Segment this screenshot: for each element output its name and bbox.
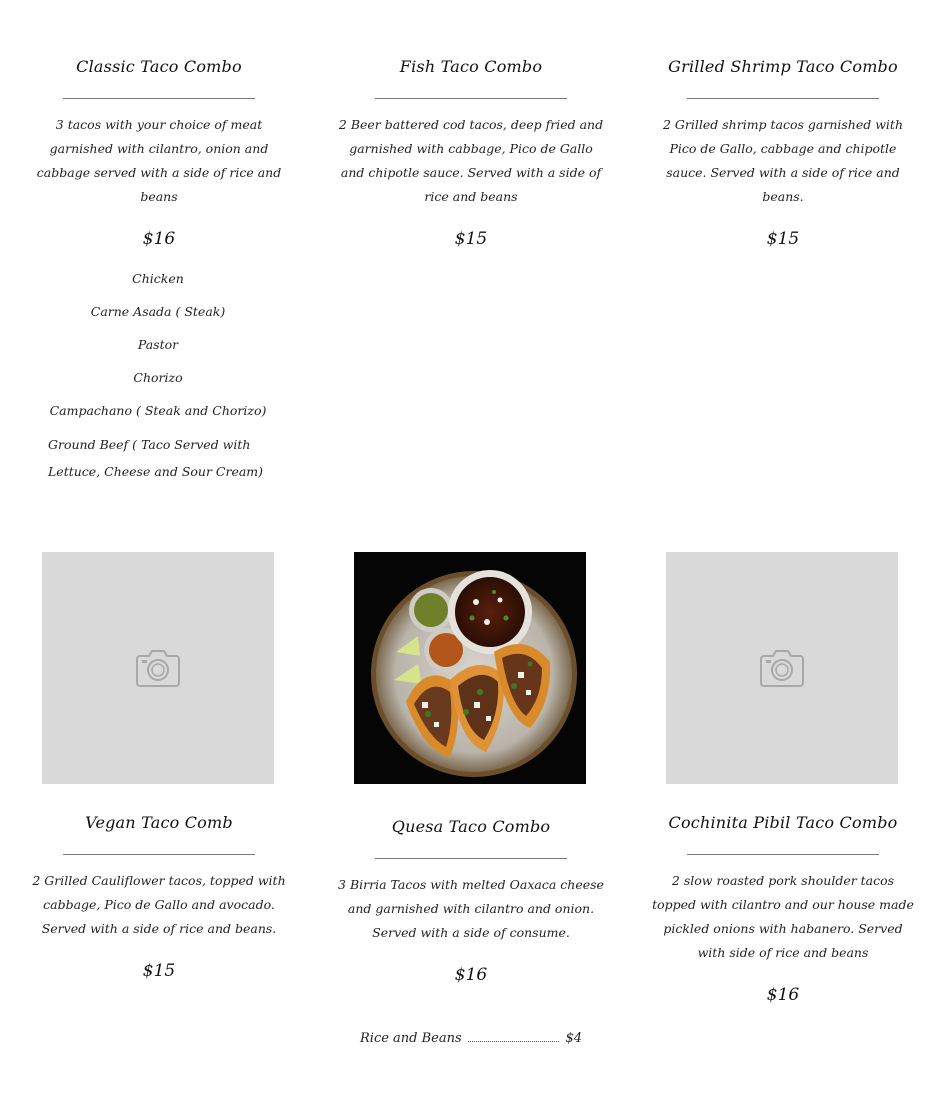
option-chorizo: Chorizo (133, 370, 183, 385)
title-divider (63, 98, 255, 99)
side-item-price: $4 (565, 1031, 582, 1046)
birria-tacos-illustration (354, 552, 586, 784)
item-title: Quesa Taco Combo (391, 817, 551, 836)
menu-item-quesa-taco-combo (336, 817, 606, 986)
side-item-name: Rice and Beans (360, 1031, 462, 1046)
title-divider (687, 854, 879, 855)
meat-options-list (40, 266, 276, 479)
item-price: $16 (766, 985, 800, 1005)
camera-icon (134, 648, 182, 688)
item-title: Classic Taco Combo (76, 57, 242, 76)
item-description: 2 Grilled shrimp tacos garnished with Pico de Gallo, cabbage and chipotle sauce. Served with a side of rice and beans. (663, 117, 903, 204)
menu-item-fish-taco-combo (336, 57, 606, 250)
item-title: Cochinita Pibil Taco Combo (668, 813, 898, 832)
title-divider (375, 98, 567, 99)
item-description: 3 tacos with your choice of meat garnished with cilantro, onion and cabbage served with a side of rice and beans (36, 117, 282, 204)
item-description: 3 Birria Tacos with melted Oaxaca cheese and garnished with cilantro and onion. Served with a side of consume. (338, 877, 604, 940)
item-price: $16 (454, 965, 488, 985)
title-divider (63, 854, 255, 855)
item-title: Grilled Shrimp Taco Combo (668, 57, 898, 76)
option-campachano: Campachano ( Steak and Chorizo) (49, 403, 267, 418)
menu-item-grilled-shrimp-taco-combo (648, 57, 918, 250)
option-ground-beef: Ground Beef ( Taco Served with Lettuce, Cheese and Sour Cream) (48, 437, 264, 479)
option-carne-asada: Carne Asada ( Steak) (90, 304, 226, 319)
item-price: $15 (142, 961, 176, 981)
option-chicken: Chicken (132, 271, 184, 286)
birria-tacos-photo (354, 552, 586, 784)
vegan-taco-image-placeholder (42, 552, 274, 784)
item-description: 2 slow roasted pork shoulder tacos topped with cilantro and our house made pickled onions with habanero. Served with side of rice and beans (652, 873, 914, 960)
menu-item-cochinita-pibil-taco-combo (648, 813, 918, 1006)
item-price: $16 (142, 229, 176, 249)
item-price: $15 (454, 229, 488, 249)
camera-icon (758, 648, 806, 688)
cochinita-taco-image-placeholder (666, 552, 898, 784)
item-title: Fish Taco Combo (399, 57, 543, 76)
leader-dots (468, 1029, 560, 1042)
menu-item-vegan-taco-comb (24, 813, 294, 982)
item-title: Vegan Taco Comb (85, 813, 233, 832)
option-pastor: Pastor (137, 337, 179, 352)
item-price: $15 (766, 229, 800, 249)
menu-item-classic-taco-combo (24, 57, 294, 250)
side-item-rice-and-beans (360, 1028, 582, 1050)
item-description: 2 Beer battered cod tacos, deep fried and garnished with cabbage, Pico de Gallo and chipotle sauce. Served with a side of rice and beans (338, 117, 604, 204)
title-divider (687, 98, 879, 99)
item-description: 2 Grilled Cauliflower tacos, topped with cabbage, Pico de Gallo and avocado. Served with a side of rice and beans. (32, 873, 286, 936)
title-divider (375, 858, 567, 859)
